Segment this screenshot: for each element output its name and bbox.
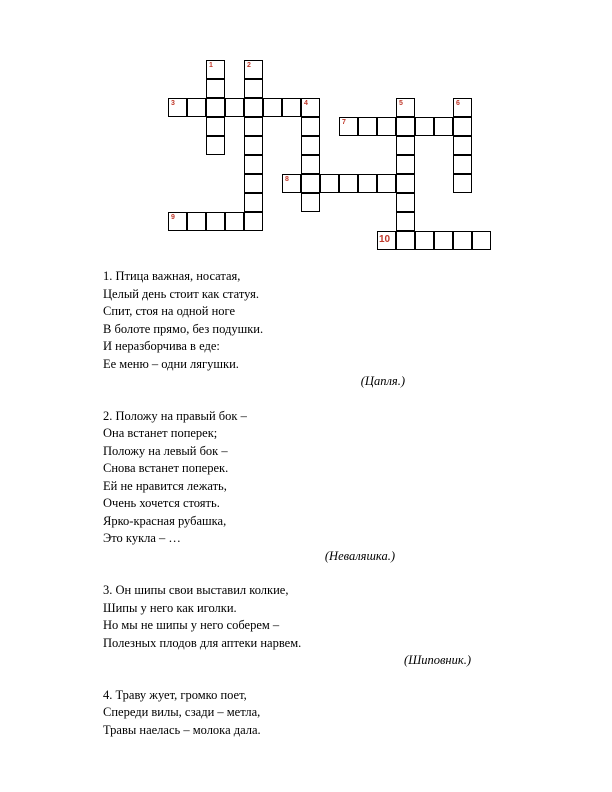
crossword-cell: [339, 174, 358, 193]
crossword-cell: [187, 98, 206, 117]
riddle-line: Ее меню – одни лягушки.: [103, 356, 239, 371]
crossword-grid: [0, 0, 612, 260]
clue-number: 5: [399, 100, 403, 107]
crossword-cell: [434, 117, 453, 136]
crossword-cell: [168, 98, 187, 117]
crossword-cell: [301, 136, 320, 155]
crossword-cell: [206, 117, 225, 136]
crossword-cell: [225, 212, 244, 231]
crossword-cell: [377, 231, 396, 250]
clue-number: 4: [304, 100, 308, 107]
riddle-1: [103, 268, 523, 391]
crossword-cell: [206, 212, 225, 231]
crossword-cell: [453, 174, 472, 193]
clue-number: 7: [342, 119, 346, 126]
riddle-line: Полезных плодов для аптеки нарвем.: [103, 635, 302, 650]
riddle-line: Целый день стоит как статуя.: [103, 286, 259, 301]
crossword-cell: [244, 212, 263, 231]
crossword-cell: [206, 79, 225, 98]
crossword-cell: [301, 155, 320, 174]
crossword-cell: [244, 117, 263, 136]
riddle-line: Но мы не шипы у него соберем –: [103, 618, 280, 632]
riddle-line: И неразборчива в еде:: [103, 339, 220, 353]
crossword-cell: [377, 117, 396, 136]
crossword-cell: [396, 231, 415, 250]
crossword-cell: [396, 174, 415, 193]
clue-number: 6: [456, 100, 460, 107]
crossword-cell: [339, 117, 358, 136]
clue-number: 3: [171, 100, 175, 107]
crossword-cell: [358, 174, 377, 193]
crossword-cell: [434, 231, 453, 250]
clue-number: 8: [285, 176, 289, 183]
riddle-line: Ей не нравится лежать,: [103, 478, 227, 493]
crossword-cell: [396, 212, 415, 231]
riddle-answer: (Шиповник.): [404, 653, 471, 667]
crossword-cell: [301, 174, 320, 193]
riddle-line: Шипы у него как иголки.: [103, 600, 237, 615]
crossword-cell: [244, 98, 263, 117]
crossword-cell: [282, 98, 301, 117]
crossword-cell: [377, 174, 396, 193]
crossword-cell: [206, 136, 225, 155]
crossword-cell: [396, 117, 415, 136]
riddle-line: Травы наелась – молока дала.: [103, 722, 261, 737]
crossword-cell: [187, 212, 206, 231]
riddle-line: Спит, стоя на одной ноге: [103, 304, 236, 318]
crossword-cell: [396, 98, 415, 117]
riddles-list: [103, 268, 523, 756]
crossword-cell: [453, 98, 472, 117]
crossword-cell: [453, 136, 472, 155]
clue-number: 1: [209, 62, 213, 69]
riddle-line: 2. Положу на правый бок –: [103, 408, 247, 423]
clue-number: 2: [247, 62, 251, 69]
crossword-cell: [206, 98, 225, 117]
crossword-cell: [301, 117, 320, 136]
crossword-cell: [206, 60, 225, 79]
crossword-cell: [244, 136, 263, 155]
crossword-cell: [453, 117, 472, 136]
riddle-line: В болоте прямо, без подушки.: [103, 321, 264, 336]
crossword-cell: [301, 98, 320, 117]
riddle-line: Снова встанет поперек.: [103, 461, 229, 475]
riddle-line: Положу на левый бок –: [103, 443, 228, 458]
crossword-cell: [282, 174, 301, 193]
riddle-line: 4. Траву жует, громко поет,: [103, 687, 247, 702]
riddle-2: [103, 408, 523, 566]
crossword-cell: [244, 60, 263, 79]
riddle-line: Она встанет поперек;: [103, 426, 218, 440]
crossword-cell: [320, 174, 339, 193]
riddle-3: [103, 582, 523, 670]
riddle-4: [103, 687, 523, 740]
riddle-line: Это кукла – …: [103, 531, 181, 545]
crossword-cell: [225, 98, 244, 117]
crossword-cell: [263, 98, 282, 117]
clue-number: 10: [379, 234, 391, 245]
crossword-cell: [244, 79, 263, 98]
crossword-cell: [244, 193, 263, 212]
crossword-cell: [472, 231, 491, 250]
crossword-cell: [396, 193, 415, 212]
riddle-line: Ярко-красная рубашка,: [103, 513, 227, 528]
crossword-cell: [415, 117, 434, 136]
riddle-answer: (Неваляшка.): [324, 548, 395, 563]
crossword-cell: [244, 174, 263, 193]
crossword-cell: [415, 231, 434, 250]
crossword-cell: [396, 136, 415, 155]
crossword-cell: [301, 193, 320, 212]
crossword-cell: [453, 231, 472, 250]
crossword-cell: [168, 212, 187, 231]
crossword-cell: [453, 155, 472, 174]
riddle-line: Спереди вилы, сзади – метла,: [103, 705, 261, 719]
crossword-cell: [358, 117, 377, 136]
riddle-answer: (Цапля.): [360, 374, 405, 388]
riddle-line: Очень хочется стоять.: [103, 496, 220, 510]
riddle-line: 3. Он шипы свои выставил колкие,: [103, 583, 289, 597]
crossword-cell: [396, 155, 415, 174]
riddle-line: 1. Птица важная, носатая,: [103, 269, 241, 283]
crossword-cell: [244, 155, 263, 174]
clue-number: 9: [171, 214, 175, 221]
